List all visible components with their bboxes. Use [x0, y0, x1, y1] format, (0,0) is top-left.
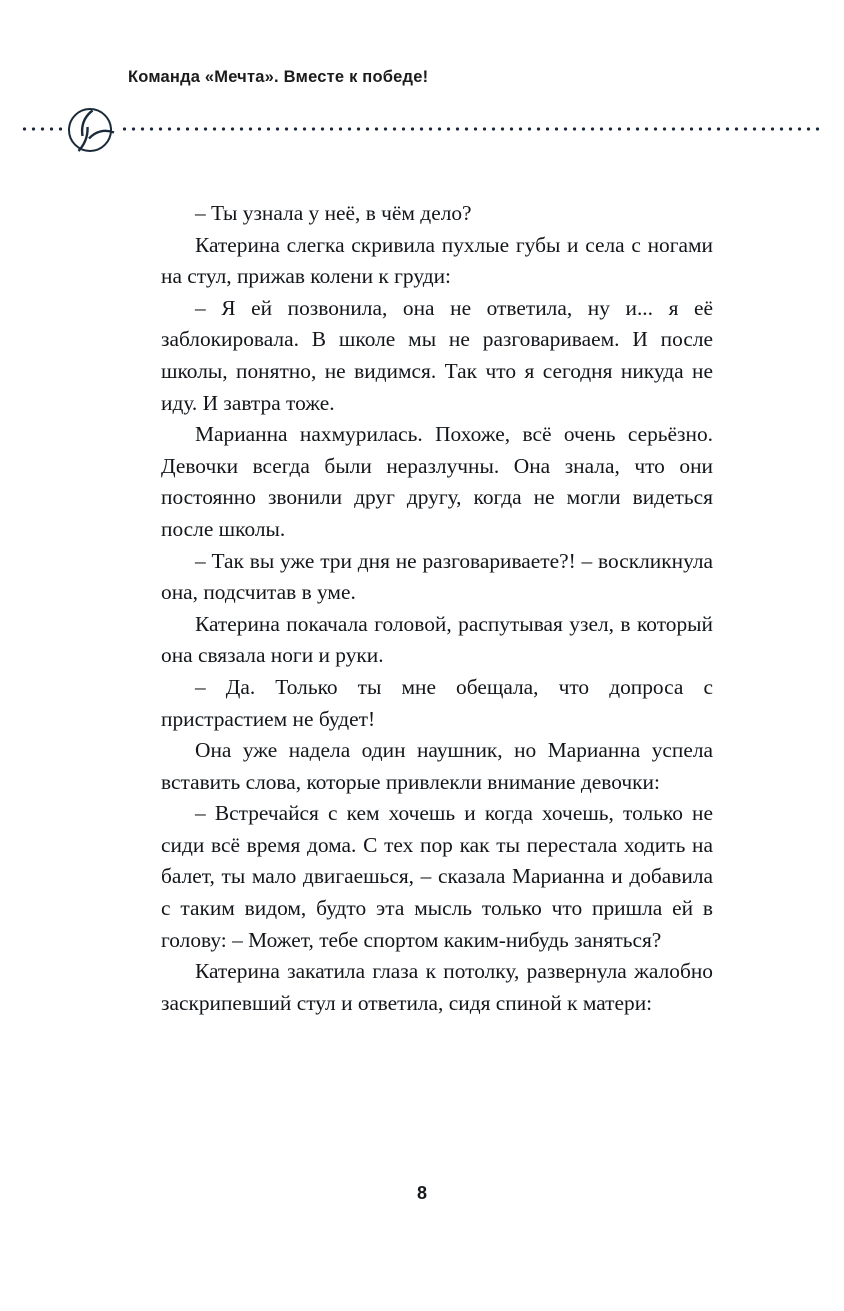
volleyball-icon: [68, 108, 112, 152]
paragraph: Катерина покачала головой, распутывая узел, в который она связала ноги и руки.: [161, 611, 713, 668]
paragraph: Катерина слегка скривила пухлые губы и села с ногами на стул, прижав колени к груди:: [161, 232, 713, 289]
dotted-rule-left: [20, 127, 64, 131]
paragraph: Марианна нахмурилась. Похоже, всё очень серьёзно. Девочки всегда были неразлучны. Она знала, что они постоянно звонили друг другу, когда не могли видеться после школы.: [161, 422, 713, 541]
paragraph: – Так вы уже три дня не разговариваете?! – воскликнула она, подсчитав в уме.: [161, 548, 713, 605]
page-number: 8: [416, 1183, 427, 1203]
body-text: [161, 198, 713, 1019]
header-divider: [20, 110, 824, 160]
dotted-rule-right: [120, 127, 824, 131]
running-head: Команда «Мечта». Вместе к победе!: [128, 68, 429, 86]
paragraph: Катерина закатила глаза к потолку, развернула жалобно заскрипевший стул и ответила, сидя спиной к матери:: [161, 959, 713, 1015]
paragraph: – Да. Только ты мне обещала, что допроса с пристрастием не будет!: [161, 674, 713, 731]
paragraph: – Встречайся с кем хочешь и когда хочешь, только не сиди всё время дома. С тех пор как ты перестала ходить на балет, ты мало двигаешься, – сказала Марианна и добавила с таким видом, будто эта мысль только что пришла ей в голову: – Может, тебе спортом каким-нибудь заняться?: [161, 801, 713, 952]
paragraph: – Я ей позвонила, она не ответила, ну и... я её заблокировала. В школе мы не разговариваем. И после школы, понятно, не видимся. Так что я сегодня никуда не иду. И завтра тоже.: [161, 295, 713, 415]
paragraph: – Ты узнала у неё, в чём дело?: [195, 201, 472, 225]
paragraph: Она уже надела один наушник, но Марианна успела вставить слова, которые привлекли внимание девочки:: [161, 738, 713, 794]
